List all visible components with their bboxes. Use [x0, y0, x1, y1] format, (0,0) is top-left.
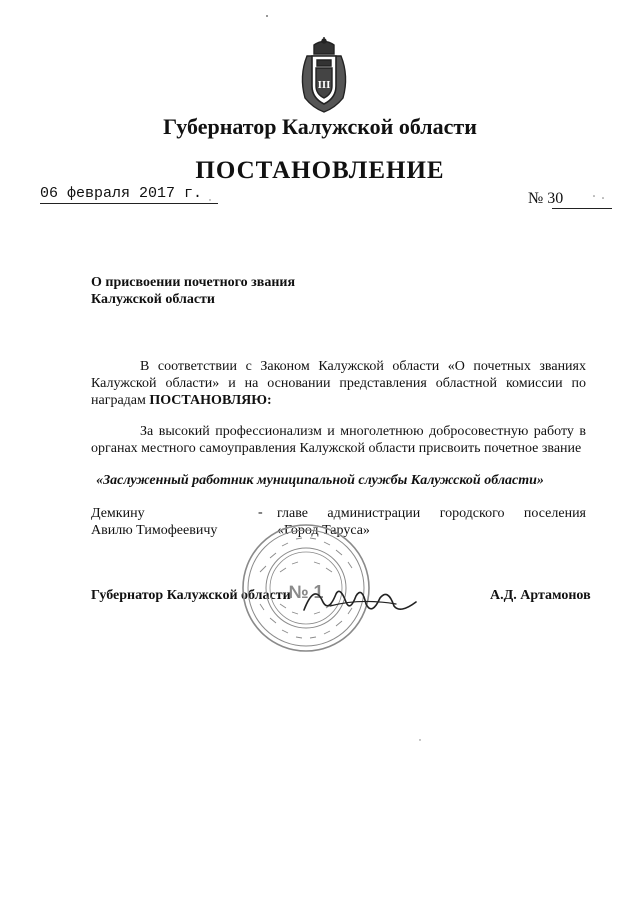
- svg-text:III: III: [317, 79, 331, 91]
- coat-of-arms-icon: [297, 36, 351, 114]
- subject-line-2: Калужской области: [91, 292, 215, 307]
- issuer-title: Губернатор Калужской области: [163, 114, 477, 139]
- number-underline: [552, 208, 612, 209]
- date-underline: [40, 203, 218, 204]
- subject-line-1: О присвоении почетного звания: [91, 275, 296, 290]
- recipient-surname: Демкину: [91, 506, 145, 521]
- document-date: 06 февраля 2017 г.: [40, 185, 203, 202]
- handwritten-signature-icon: [300, 580, 420, 620]
- document-subject: [91, 274, 295, 308]
- decree-keyword: ПОСТАНОВЛЯЮ:: [149, 393, 272, 408]
- recipient-position-line-2: «Город Таруса»: [277, 523, 370, 538]
- document-number: № 30: [528, 190, 564, 207]
- signatory-position: Губернатор Калужской области: [91, 588, 291, 603]
- preamble-text: В соответствии с Законом Калужской области «О почетных званиях Калужской области» и на основании представления областной комиссии по наградам: [91, 359, 586, 408]
- signatory-name: А.Д. Артамонов: [490, 588, 591, 603]
- recipient-given-names: Авилю Тимофеевичу: [91, 523, 218, 538]
- svg-text:№ 1: № 1: [288, 582, 324, 602]
- honorary-title: «Заслуженный работник муниципальной службы Калужской области»: [96, 473, 544, 488]
- preamble-paragraph: [91, 358, 586, 409]
- award-paragraph: За высокий профессионализм и многолетнюю добросовестную работу в органах местного самоуправления Калужской области присвоить почетное звание: [91, 424, 586, 456]
- recipient-dash: -: [258, 505, 263, 520]
- recipient-name: [91, 505, 217, 539]
- recipient-position-line-1: главе администрации городского поселения: [277, 506, 586, 521]
- document-type-heading: ПОСТАНОВЛЕНИЕ: [195, 157, 445, 184]
